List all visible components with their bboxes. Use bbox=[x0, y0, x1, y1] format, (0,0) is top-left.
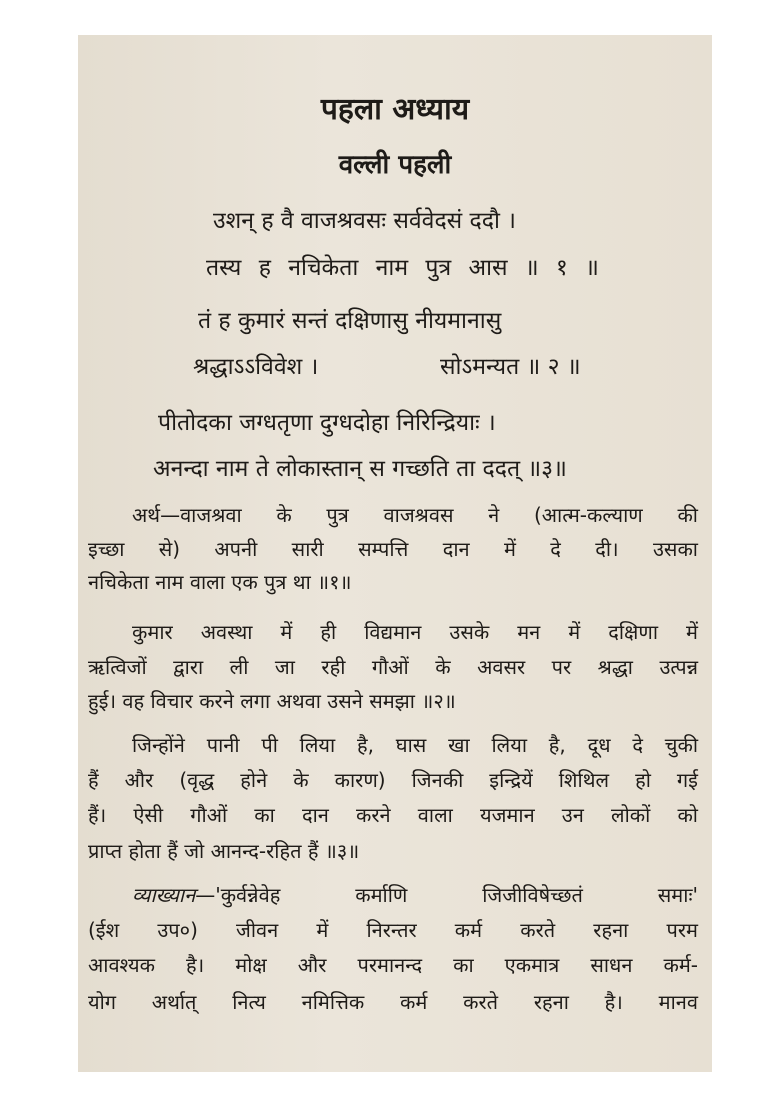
meaning-line: इच्छा से) अपनी सारी सम्पत्ति दान में दे दी। उसका bbox=[88, 537, 698, 561]
commentary-line: व्याख्यान—'कुर्वन्नेवेह कर्माणि जिजीविषेच्छतं समाः' bbox=[132, 883, 698, 907]
section-subtitle: वल्ली पहली bbox=[338, 150, 452, 180]
paragraph-line: प्राप्त होता हैं जो आनन्द-रहित हैं ॥३॥ bbox=[88, 839, 360, 863]
verse-line: तस्य ह नचिकेता नाम पुत्र आस ॥ १ ॥ bbox=[206, 255, 599, 281]
paragraph-line: ऋत्विजों द्वारा ली जा रही गौओं के अवसर पर श्रद्धा उत्पन्न bbox=[88, 655, 698, 679]
verse-line: अनन्दा नाम ते लोकास्तान् स गच्छति ता ददत् ॥३॥ bbox=[153, 456, 567, 482]
chapter-title: पहला अध्याय bbox=[320, 92, 470, 127]
paragraph-line: जिन्होंने पानी पी लिया है, घास खा लिया है, दूध दे चुकी bbox=[132, 733, 698, 757]
verse-line: श्रद्धाऽऽविवेश । bbox=[193, 354, 319, 380]
paragraph-line: हुई। वह विचार करने लगा अथवा उसने समझा ॥२॥ bbox=[88, 689, 456, 713]
commentary-label: व्याख्यान bbox=[132, 883, 196, 907]
paragraph-line: हैं। ऐसी गौओं का दान करने वाला यजमान उन लोकों को bbox=[88, 803, 698, 827]
book-page bbox=[78, 35, 712, 1072]
meaning-line: नचिकेता नाम वाला एक पुत्र था ॥१॥ bbox=[88, 570, 352, 594]
verse-line: सोऽमन्यत ॥ २ ॥ bbox=[440, 354, 581, 380]
meaning-line: अर्थ—वाजश्रवा के पुत्र वाजश्रवस ने (आत्म-कल्याण की bbox=[132, 503, 698, 527]
verse-line: तं ह कुमारं सन्तं दक्षिणासु नीयमानासु bbox=[198, 308, 502, 334]
verse-line: पीतोदका जग्धतृणा दुग्धदोहा निरिन्द्रियाः । bbox=[158, 410, 496, 436]
paragraph-line: कुमार अवस्था में ही विद्यमान उसके मन में दक्षिणा में bbox=[132, 620, 698, 644]
meaning-label: अर्थ bbox=[132, 503, 161, 527]
verse-line: उशन् ह वै वाजश्रवसः सर्ववेदसं ददौ । bbox=[213, 208, 516, 234]
paragraph-line: हैं और (वृद्ध होने के कारण) जिनकी इन्द्रियें शिथिल हो गई bbox=[88, 768, 698, 792]
commentary-line: आवश्यक है। मोक्ष और परमानन्द का एकमात्र साधन कर्म- bbox=[88, 953, 698, 977]
commentary-line: (ईश उप०) जीवन में निरन्तर कर्म करते रहना परम bbox=[88, 918, 698, 942]
commentary-line: योग अर्थात् नित्य नमित्तिक कर्म करते रहना है। मानव bbox=[88, 990, 698, 1014]
